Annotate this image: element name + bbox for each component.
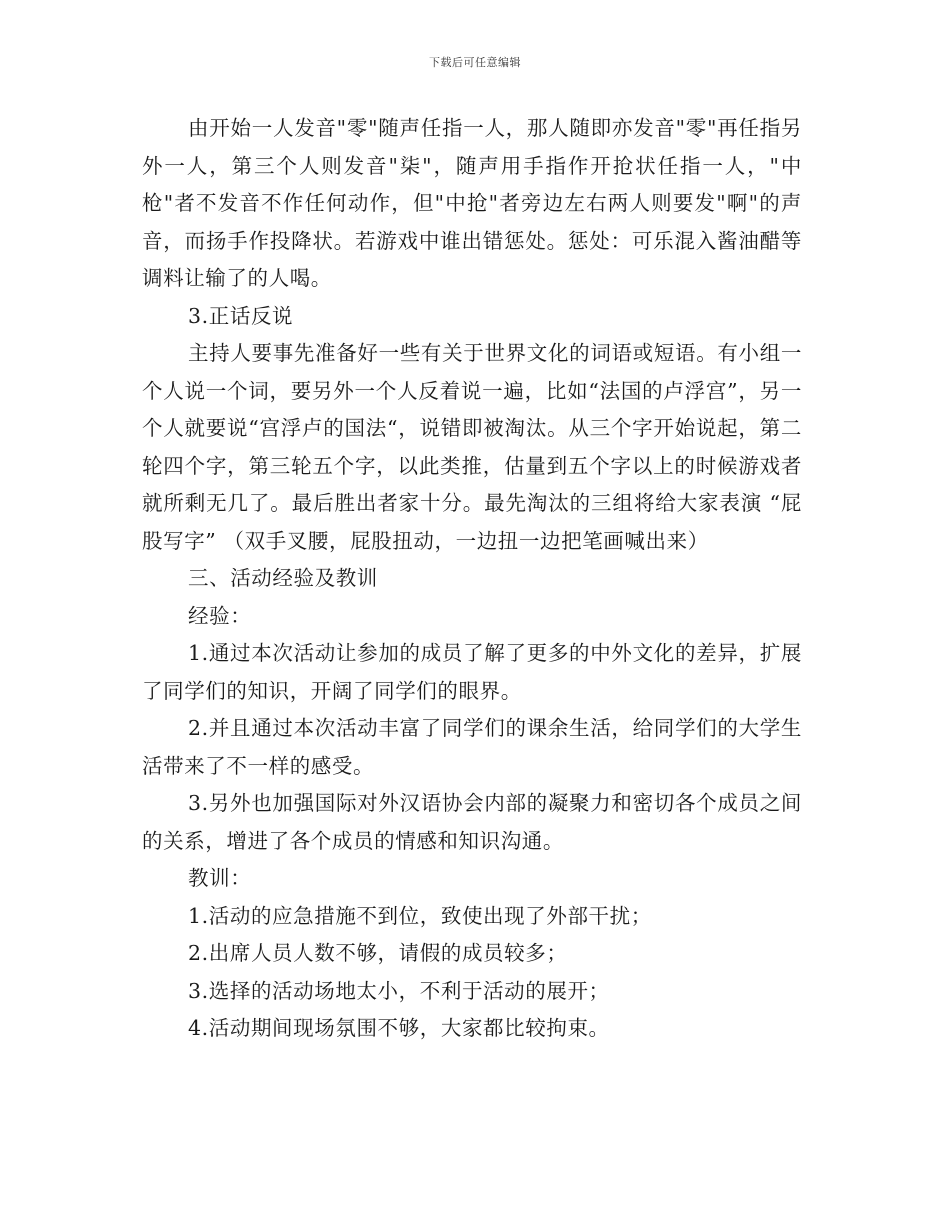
lesson-item-2: 2.出席人员人数不够，请假的成员较多； bbox=[188, 941, 568, 965]
lesson-item-3: 3.选择的活动场地太小，不利于活动的展开； bbox=[188, 978, 610, 1003]
experience-item-3: 3.另外也加强国际对外汉语协会内部的凝聚力和密切各个成员之间的关系，增进了各个成员的情感和知识沟通。 bbox=[142, 791, 802, 853]
experience-item-1: 1.通过本次活动让参加的成员了解了更多的中外文化的差异，扩展了同学们的知识，开阔了同学们的眼界。 bbox=[142, 641, 802, 703]
experience-item-2: 2.并且通过本次活动丰富了同学们的课余生活，给同学们的大学生活带来了不一样的感受。 bbox=[142, 716, 802, 778]
heading-game-3: 3.正话反说 bbox=[188, 303, 294, 328]
paragraph-game-rules: 由开始一人发音"零"随声任指一人，那人随即亦发音"零"再任指另外一人，第三个人则发音"柒"，随声用手指作开抢状任指一人，"中枪"者不发音不作任何动作，但"中抢"者旁边左右两人则要发"啊"的声音，而扬手作投降状。若游戏中谁出错惩处。惩处：可乐混入酱油醋等调料让输了的人喝。 bbox=[142, 116, 802, 290]
section-heading-lessons: 三、活动经验及教训 bbox=[188, 566, 378, 590]
subheading-experience: 经验： bbox=[188, 603, 252, 628]
subheading-lessons: 教训： bbox=[188, 866, 252, 890]
page-header: 下载后可任意编辑 bbox=[429, 56, 521, 69]
document-body bbox=[142, 110, 802, 1048]
lesson-item-1: 1.活动的应急措施不到位，致使出现了外部干扰； bbox=[188, 903, 652, 928]
paragraph-game-3-rules: 主持人要事先准备好一些有关于世界文化的词语或短语。有小组一个人说一个词，要另外一个人反着说一遍，比如“法国的卢浮宫”，另一个人就要说“宫浮卢的国法“，说错即被淘汰。从三个字开始说起，第二轮四个字，第三轮五个字，以此类推，估量到五个字以上的时候游戏者就所剩无几了。最后胜出者家十分。最先淘汰的三组将给大家表演 “屁股写字” （双手叉腰，屁股扭动，一边扭一边把笔画喊出来） bbox=[142, 341, 802, 553]
lesson-item-4: 4.活动期间现场氛围不够，大家都比较拘束。 bbox=[188, 1016, 610, 1040]
